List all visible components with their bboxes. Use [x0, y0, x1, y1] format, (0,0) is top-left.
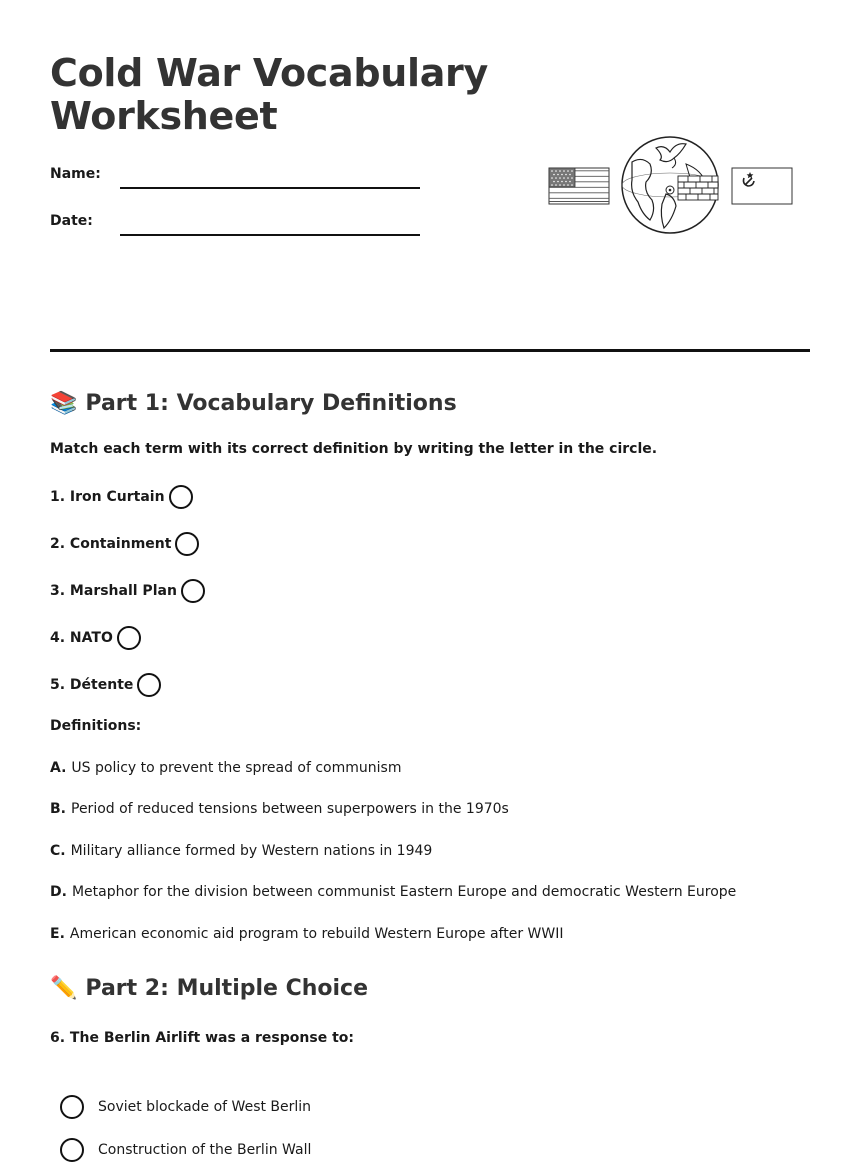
definition-text: Military alliance formed by Western nations in 1949 [70, 843, 433, 859]
term-label: 3. Marshall Plan [50, 583, 177, 599]
answer-circle[interactable] [181, 579, 205, 603]
term-item [50, 578, 205, 604]
date-label: Date: [50, 213, 93, 229]
definition-letter: B. [50, 801, 66, 817]
answer-option[interactable] [60, 1094, 311, 1120]
answer-option[interactable] [60, 1137, 311, 1163]
definition-text: Period of reduced tensions between superpowers in the 1970s [71, 801, 509, 817]
radio-button[interactable] [60, 1138, 84, 1162]
pencil-icon: ✏️ [50, 976, 78, 1001]
answer-circle[interactable] [169, 485, 193, 509]
definition-item [50, 843, 432, 859]
page-title [50, 52, 488, 138]
definition-item [50, 884, 736, 900]
answer-circle[interactable] [137, 673, 161, 697]
title-line-1: Cold War Vocabulary [50, 51, 488, 95]
definition-letter: C. [50, 843, 66, 859]
option-label: Soviet blockade of West Berlin [98, 1099, 312, 1115]
name-label: Name: [50, 166, 101, 182]
name-field[interactable] [120, 187, 420, 189]
definition-letter: A. [50, 760, 67, 776]
answer-circle[interactable] [175, 532, 199, 556]
definition-item [50, 926, 563, 942]
question-6: 6. The Berlin Airlift was a response to: [50, 1030, 354, 1046]
definition-text: Metaphor for the division between communist Eastern Europe and democratic Western Europe [71, 884, 737, 900]
term-item [50, 531, 199, 557]
definition-letter: E. [50, 926, 65, 942]
term-label: 2. Containment [50, 536, 172, 552]
term-item [50, 625, 141, 651]
globe-with-dove-and-wall-icon [622, 137, 718, 233]
section-divider [50, 349, 810, 352]
definitions-heading: Definitions: [50, 718, 142, 734]
definition-text: US policy to prevent the spread of communism [71, 760, 402, 776]
answer-circle[interactable] [117, 626, 141, 650]
definition-item [50, 760, 401, 776]
soviet-flag-icon [732, 168, 792, 204]
definition-item [50, 801, 509, 817]
term-label: 1. Iron Curtain [50, 489, 165, 505]
part2-title: Part 2: Multiple Choice [85, 976, 369, 1001]
part2-heading [50, 975, 368, 1003]
date-field[interactable] [120, 234, 420, 236]
books-icon: 📚 [50, 391, 78, 416]
term-item [50, 484, 193, 510]
definition-letter: D. [50, 884, 67, 900]
term-item [50, 672, 161, 698]
cold-war-illustration [546, 134, 796, 236]
definition-text: American economic aid program to rebuild Western Europe after WWII [69, 926, 564, 942]
term-label: 5. Détente [50, 677, 134, 693]
title-line-2: Worksheet [50, 94, 278, 138]
part1-heading [50, 390, 457, 418]
radio-button[interactable] [60, 1095, 84, 1119]
option-label: Construction of the Berlin Wall [98, 1142, 312, 1158]
term-label: 4. NATO [50, 630, 113, 646]
part1-title: Part 1: Vocabulary Definitions [85, 391, 457, 416]
usa-flag-icon [549, 168, 609, 204]
part1-instruction: Match each term with its correct definition by writing the letter in the circle. [50, 441, 658, 457]
